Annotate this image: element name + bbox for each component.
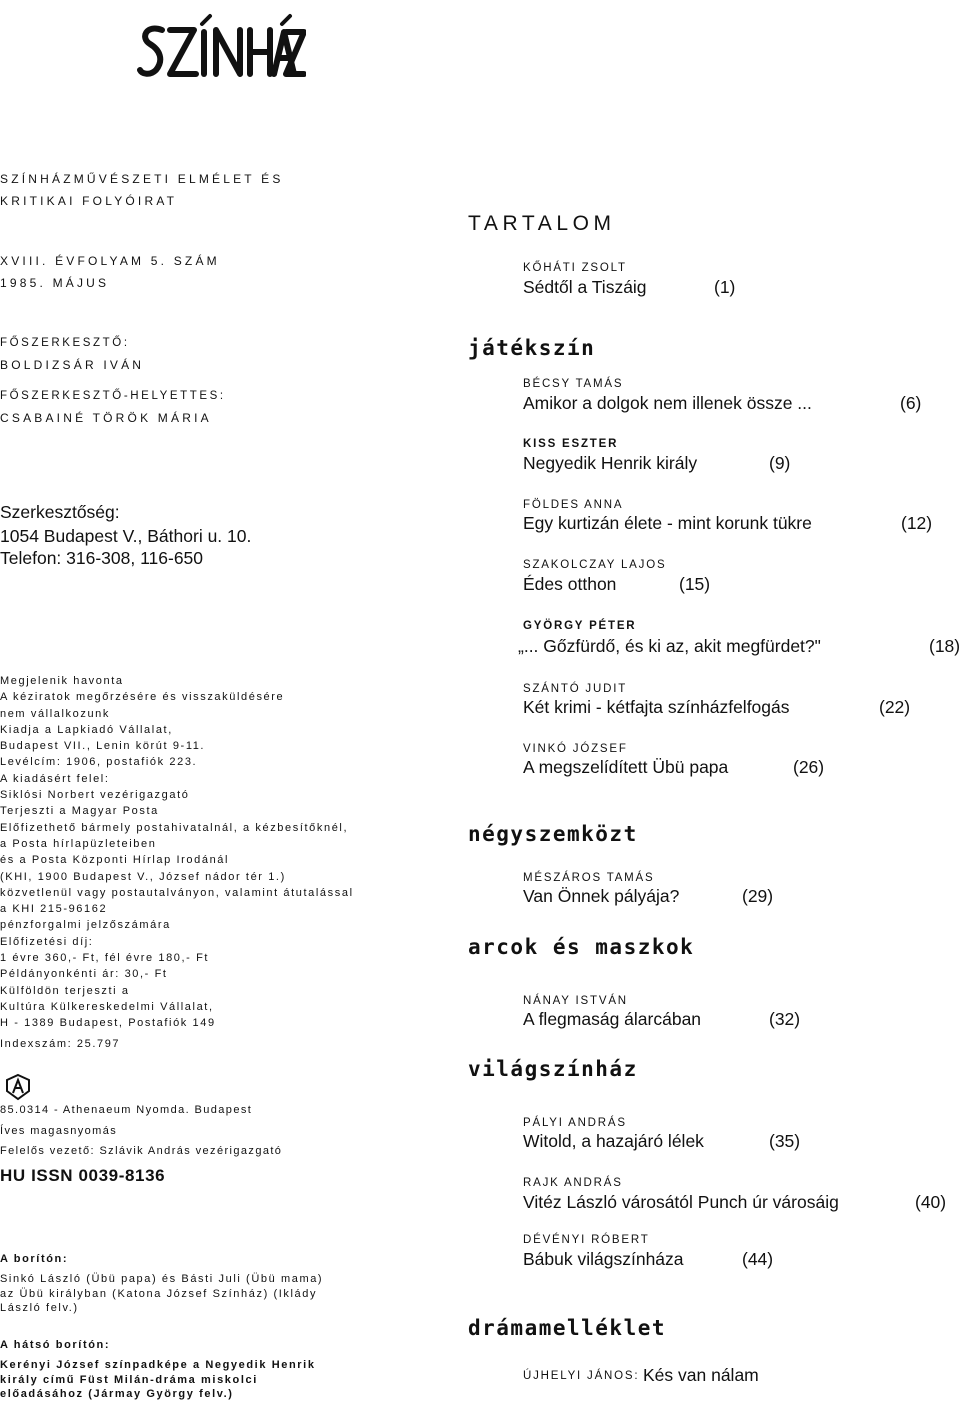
publisher-line: H - 1389 Budapest, Postafiók 149 xyxy=(0,1017,216,1030)
toc-article-title: Van Önnek pályája? xyxy=(523,886,680,906)
caption-line: Sinkó László (Übü papa) és Básti Juli (Übü mama) xyxy=(0,1273,324,1285)
editor-name: BOLDIZSÁR IVÁN xyxy=(0,358,145,372)
publisher-line: Előfizetési díj: xyxy=(0,935,94,948)
magazine-subtitle-line1: SZÍNHÁZMŰVÉSZETI ELMÉLET ÉS xyxy=(0,172,284,186)
toc-author: KISS ESZTER xyxy=(523,438,619,450)
toc-author: BÉCSY TAMÁS xyxy=(523,378,624,390)
toc-author: DÉVÉNYI RÓBERT xyxy=(523,1234,650,1246)
back-cover-label: A hátsó borítón: xyxy=(0,1339,111,1351)
toc-title: TARTALOM xyxy=(468,212,616,235)
publisher-line: Példányonkénti ár: 30,- Ft xyxy=(0,968,168,981)
caption-line: László felv.) xyxy=(0,1302,79,1315)
publisher-info xyxy=(0,673,354,1032)
toc-page-number: (12) xyxy=(901,513,933,533)
front-cover-label: A borítón: xyxy=(0,1253,69,1265)
publisher-line: A kéziratok megőrzésére és visszaküldésére xyxy=(0,691,285,704)
publisher-line: pénzforgalmi jelzőszámára xyxy=(0,919,171,932)
toc-page-number: (40) xyxy=(915,1192,947,1212)
toc-section-heading: világszínház xyxy=(468,1057,638,1081)
toc-page-number: (22) xyxy=(879,697,911,717)
issue-date: 1985. MÁJUS xyxy=(0,276,110,290)
toc-article-title: Witold, a hazajáró lélek xyxy=(523,1131,704,1151)
toc-page-number: (29) xyxy=(742,886,774,906)
back-cover-caption xyxy=(0,1358,316,1402)
caption-line: király című Füst Milán-dráma miskolci xyxy=(0,1373,258,1386)
publisher-line: Megjelenik havonta xyxy=(0,675,124,687)
toc-article-title: A megszelídített Übü papa xyxy=(523,757,729,777)
toc-section-heading: arcok és maszkok xyxy=(468,935,695,959)
toc-article-title: Vitéz László városától Punch úr városáig xyxy=(523,1192,839,1212)
toc-article-title: Édes otthon xyxy=(523,574,617,594)
printer-line: Íves magasnyomás xyxy=(0,1125,118,1137)
caption-line: Kerényi József színpadképe a Negyedik Henrik xyxy=(0,1359,316,1371)
toc-page-number: (6) xyxy=(900,393,922,413)
deputy-editor-label: FŐSZERKESZTŐ-HELYETTES: xyxy=(0,390,226,402)
toc-page-number: (15) xyxy=(679,574,711,594)
publisher-line: 1 évre 360,- Ft, fél évre 180,- Ft xyxy=(0,952,210,965)
office-address: 1054 Budapest V., Báthori u. 10. xyxy=(0,526,252,546)
volume-number: XVIII. ÉVFOLYAM 5. SZÁM xyxy=(0,254,220,268)
toc-author: SZÁNTÓ JUDIT xyxy=(523,683,628,695)
publisher-line: Budapest VII., Lenin körút 9-11. xyxy=(0,740,206,753)
publisher-line: Levélcím: 1906, postafiók 223. xyxy=(0,756,198,769)
caption-line: az Übü királyban (Katona József Színház) (Iklády xyxy=(0,1287,318,1300)
toc-page-number: (9) xyxy=(769,453,791,473)
szinhaz-logo xyxy=(136,12,306,86)
publisher-line: Terjeszti a Magyar Posta xyxy=(0,805,159,818)
publisher-line: A kiadásért felel: xyxy=(0,772,110,785)
printer-line: Felelős vezető: Szlávik András vezérigazgató xyxy=(0,1145,283,1157)
toc-author: SZAKOLCZAY LAJOS xyxy=(523,559,667,571)
editor-label: FŐSZERKESZTŐ: xyxy=(0,337,130,349)
publisher-line: Külföldön terjeszti a xyxy=(0,984,130,997)
toc-author: RAJK ANDRÁS xyxy=(523,1177,623,1189)
toc-author: ÚJHELYI JÁNOS: xyxy=(523,1370,640,1382)
toc-author: FÖLDES ANNA xyxy=(523,499,624,511)
toc-page-number: (26) xyxy=(793,757,825,777)
publisher-line: a KHI 215-96162 xyxy=(0,903,108,916)
athenaeum-printer-mark-icon xyxy=(4,1073,32,1101)
toc-page-number: (44) xyxy=(742,1249,774,1269)
publisher-line: Kultúra Külkereskedelmi Vállalat, xyxy=(0,1000,214,1013)
toc-article-title: Kés van nálam xyxy=(643,1365,759,1385)
index-number: Indexszám: 25.797 xyxy=(0,1038,121,1050)
toc-author: KŐHÁTI ZSOLT xyxy=(523,262,627,274)
toc-article-title: Egy kurtizán élete - mint korunk tükre xyxy=(523,513,812,533)
deputy-editor-name: CSABAINÉ TÖRÖK MÁRIA xyxy=(0,411,212,425)
toc-author: PÁLYI ANDRÁS xyxy=(523,1117,627,1129)
publisher-line: Kiadja a Lapkiadó Vállalat, xyxy=(0,723,173,736)
toc-section-heading: drámamelléklet xyxy=(468,1316,667,1340)
publisher-line: és a Posta Központi Hírlap Irodánál xyxy=(0,854,230,867)
issn-number: HU ISSN 0039-8136 xyxy=(0,1166,166,1185)
toc-author: NÁNAY ISTVÁN xyxy=(523,995,628,1007)
toc-page-number: (18) xyxy=(929,636,960,656)
toc-article-title: Negyedik Henrik király xyxy=(523,453,698,473)
printer-line: 85.0314 - Athenaeum Nyomda. Budapest xyxy=(0,1104,253,1116)
toc-page-number: (35) xyxy=(769,1131,801,1151)
publisher-line: (KHI, 1900 Budapest V., József nádor tér 1.) xyxy=(0,870,286,883)
toc-author: MÉSZÁROS TAMÁS xyxy=(523,872,655,884)
toc-page-number: (1) xyxy=(714,277,736,297)
office-phone: Telefon: 316-308, 116-650 xyxy=(0,548,204,568)
toc-page-number: (32) xyxy=(769,1009,801,1029)
publisher-line: közvetlenül vagy postautalványon, valamint átutalással xyxy=(0,886,354,899)
toc-author: GYÖRGY PÉTER xyxy=(523,620,637,632)
toc-article-title: Bábuk világszínháza xyxy=(523,1249,684,1269)
office-label: Szerkesztőség: xyxy=(0,502,120,522)
front-cover-caption xyxy=(0,1272,323,1316)
toc-article-title: A flegmaság álarcában xyxy=(523,1009,702,1029)
toc-article-title: „... Gőzfürdő, és ki az, akit megfürdet?" xyxy=(518,636,821,656)
toc-author: VINKÓ JÓZSEF xyxy=(523,743,628,755)
toc-article-title: Sédtől a Tiszáig xyxy=(523,277,647,297)
toc-section-heading: játékszín xyxy=(468,336,596,360)
toc-article-title: Amikor a dolgok nem illenek össze ... xyxy=(523,393,812,413)
publisher-line: Siklósi Norbert vezérigazgató xyxy=(0,789,190,802)
publisher-line: nem vállalkozunk xyxy=(0,707,110,720)
publisher-line: Előfizethető bármely postahivatalnál, a kézbesítőknél, xyxy=(0,821,349,834)
magazine-subtitle-line2: KRITIKAI FOLYÓIRAT xyxy=(0,194,178,208)
toc-article-title: Két krimi - kétfajta színházfelfogás xyxy=(523,697,790,717)
publisher-line: a Posta hírlapüzleteiben xyxy=(0,837,157,850)
caption-line: előadásához (Jármay György felv.) xyxy=(0,1388,234,1401)
toc-section-heading: négyszemközt xyxy=(468,822,638,846)
